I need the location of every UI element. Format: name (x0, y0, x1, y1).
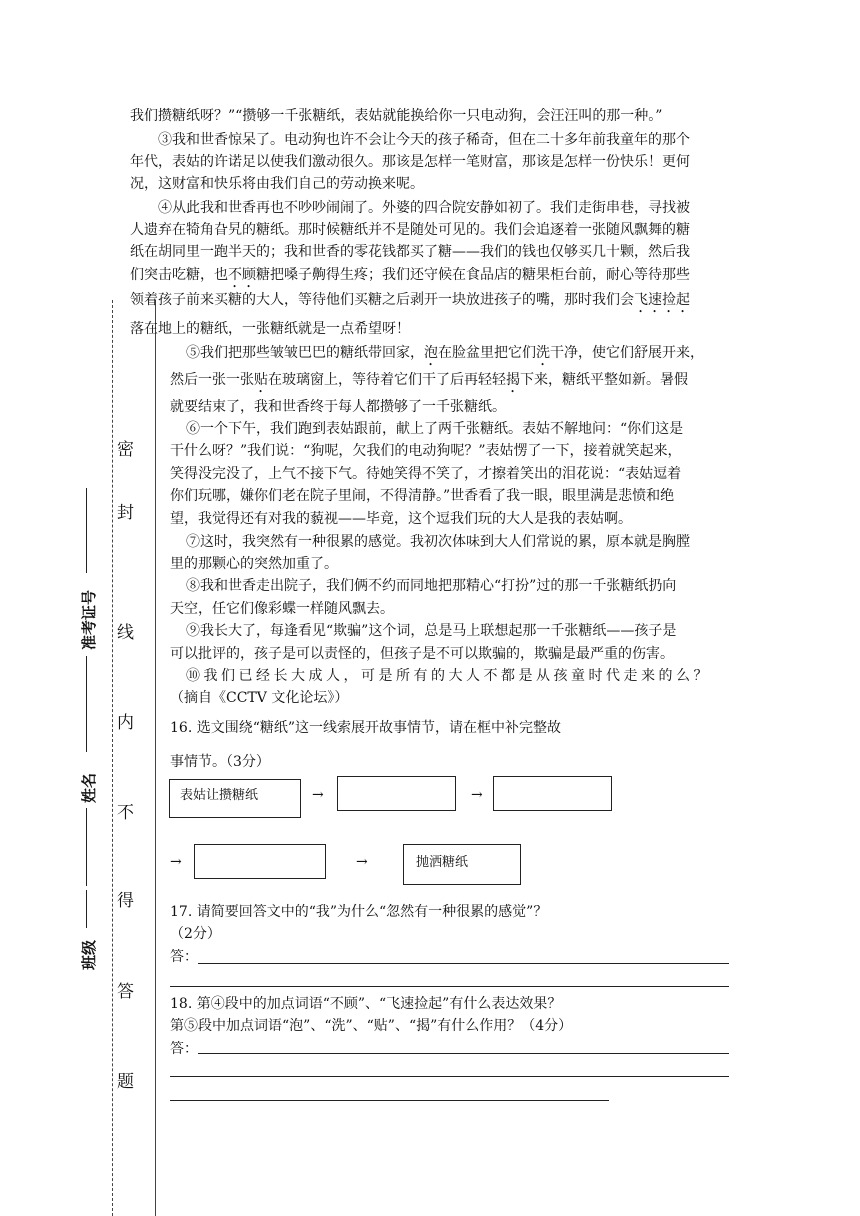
text-run: 干净，使它们舒展开来， (550, 345, 704, 361)
dotted-word: 泡 (424, 345, 438, 361)
text-line: ④从此我和世香再也不吵吵闹闹了。外婆的四合院安静如初了。我们走街串巷，寻找被 (158, 200, 690, 216)
text-line: 况，这财富和快乐将由我们自己的劳动换来呢。 (130, 176, 424, 192)
class-field[interactable] (86, 890, 87, 928)
source-citation: （摘自《CCTV 文化论坛》） (170, 690, 349, 706)
text-line: 我们攒糖纸呀？”“攒够一千张糖纸，表姑就能换给你一只电动狗，会汪汪叫的那一种。” (130, 108, 663, 124)
text-run: 然后一张一张 (170, 372, 254, 388)
seal-char: 内 (117, 713, 134, 733)
text-line (130, 264, 690, 291)
text-line: 可以批评的，孩子是可以责怪的，但孩子是不可以欺骗的，欺骗是最严重的伤害。 (170, 646, 674, 662)
answer-line[interactable] (170, 986, 729, 987)
arrow-icon: → (356, 854, 368, 870)
dotted-word: 洗 (536, 345, 550, 361)
text-line: 年代，表姑的许诺足以使我们激动很久。那该是怎样一笔财富，那该是怎样一份快乐！更何 (130, 154, 690, 170)
answer-label: 答： (170, 1041, 198, 1057)
text-line: 天空，任它们像彩蝶一样随风飘去。 (170, 601, 394, 617)
answer-line[interactable] (170, 1100, 609, 1101)
text-line: 你们玩哪，嫌你们老在院子里闹，不得清静。”世香看了我一眼，眼里满是悲愤和绝 (170, 488, 675, 504)
seal-char: 不 (117, 803, 134, 823)
name-label: 姓名 (80, 772, 98, 803)
text-run: 在玻璃窗上，等待着它们干了后再轻轻 (268, 372, 506, 388)
text-line: 里的那颗心的突然加重了。 (170, 556, 338, 572)
plot-box-blank-1[interactable] (337, 776, 456, 811)
answer-label: 答： (170, 949, 198, 965)
exam-id-field-tail (86, 656, 87, 752)
text-run: 在脸盆里把它们 (438, 345, 536, 361)
text-line (170, 369, 688, 396)
dotted-word: 不顾 (228, 267, 256, 283)
seal-char: 线 (117, 623, 134, 643)
seal-line-solid (155, 300, 156, 1216)
answer-line[interactable] (198, 1053, 729, 1054)
plot-box-end-label: 抛洒糖纸 (416, 855, 469, 870)
text-line (130, 289, 690, 316)
arrow-icon: → (170, 854, 182, 870)
text-line: 干什么呀？”我们说：“狗呢，欠我们的电动狗呢？”表姑愣了一下，接着就笑起来， (170, 443, 682, 459)
plot-box-start-label: 表姑让攒糖纸 (180, 788, 259, 803)
text-line: ⑥一个下午，我们跑到表姑跟前，献上了两千张糖纸。表姑不解地问：“你们这是 (186, 421, 684, 437)
question-text: 18. 第④段中的加点词语“不顾”、“飞速捡起”有什么表达效果？ (170, 996, 562, 1012)
text-run: ⑤我们把那些皱皱巴巴的糖纸带回家， (186, 345, 424, 361)
question-text: 事情节。（3分） (170, 754, 270, 770)
text-line: ⑨我长大了，每逢看见“欺骗”这个词，总是马上联想起那一千张糖纸——孩子是 (186, 623, 677, 639)
arrow-icon: → (471, 787, 483, 803)
text-line: 落在地上的糖纸，一张糖纸就是一点希望呀！ (130, 321, 410, 337)
text-line: ⑧我和世香走出院子，我们俩不约而同地把那精心“打扮”过的那一千张糖纸扔向 (186, 578, 677, 594)
text-run: 们突击吃糖，也 (130, 267, 228, 283)
text-line: 就要结束了，我和世香终于每人都攒够了一千张糖纸。 (170, 399, 506, 415)
dotted-word: 飞速捡起 (634, 292, 690, 308)
dotted-word: 贴 (254, 372, 268, 388)
plot-box-blank-3[interactable] (194, 844, 326, 879)
text-run: 下来，糖纸平整如新。暑假 (520, 372, 688, 388)
text-line: 笑得没完没了，上气不接下气。待她笑得不笑了，才擦着笑出的泪花说：“表姑逗着 (170, 466, 682, 482)
text-line: 人遗弃在犄角旮旯的糖纸。那时候糖纸并不是随处可见的。我们会追逐着一张随风飘舞的糖 (130, 222, 690, 238)
seal-line-dashed (112, 300, 113, 1216)
exam-id-field[interactable] (86, 488, 87, 573)
class-label: 班级 (80, 939, 98, 970)
text-run: 领着孩子前来买糖的大人，等待他们买糖之后剥开一块放进孩子的嘴，那时我们会 (130, 292, 634, 308)
name-field[interactable] (86, 808, 87, 886)
question-text: （2分） (170, 926, 221, 942)
question-text: 17. 请简要回答文中的“我”为什么“忽然有一种很累的感觉”？ (170, 904, 548, 920)
text-line: 望，我觉得还有对我的藐视——毕竟，这个逗我们玩的大人是我的表姑啊。 (170, 511, 632, 527)
arrow-icon: → (312, 787, 324, 803)
text-line: ⑦这时，我突然有一种很累的感觉。我初次体味到大人们常说的累，原本就是胸膛 (186, 534, 690, 550)
dotted-word: 揭 (506, 372, 520, 388)
text-line: ⑩我们已经长大成人，可是所有的大人不都是从孩童时代走来的么？ (186, 668, 711, 684)
answer-line[interactable] (198, 963, 729, 964)
answer-line[interactable] (170, 1076, 729, 1077)
text-line: ③我和世香惊呆了。电动狗也许不会让今天的孩子稀奇，但在二十多年前我童年的那个 (158, 132, 690, 148)
seal-char: 封 (117, 503, 134, 523)
question-text: 第⑤段中加点词语“泡”、“洗”、“贴”、“揭”有什么作用？（4分） (170, 1018, 573, 1034)
text-run: 糖把嗓子齁得生疼；我们还守候在食品店的糖果柜台前，耐心等待那些 (256, 267, 690, 283)
seal-char: 得 (117, 891, 134, 911)
seal-char: 密 (117, 440, 134, 460)
seal-char: 答 (117, 982, 134, 1002)
text-line (186, 342, 704, 369)
seal-char: 题 (117, 1072, 134, 1092)
question-text: 16. 选文围绕“糖纸”这一线索展开故事情节，请在框中补完整故 (170, 720, 562, 736)
exam-id-label: 准考证号 (80, 589, 98, 650)
plot-box-blank-2[interactable] (493, 776, 612, 811)
text-line: 纸在胡同里一跑半天的；我和世香的零花钱都买了糖——我们的钱也仅够买几十颗，然后我 (130, 244, 690, 260)
